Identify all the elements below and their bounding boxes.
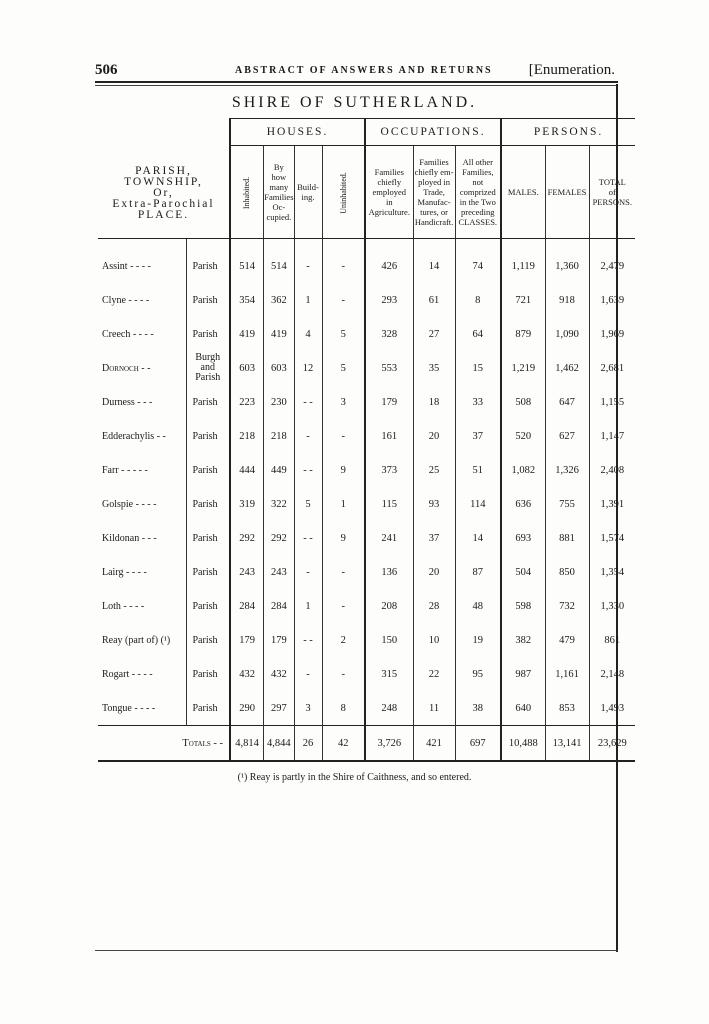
building-total: 26 xyxy=(294,726,322,762)
leader-dots: - - - - xyxy=(131,702,156,714)
uninhabited-cell: - xyxy=(322,555,365,589)
males-total: 10,488 xyxy=(501,726,545,762)
agriculture-cell: 241 xyxy=(365,521,413,555)
agriculture-cell: 115 xyxy=(365,487,413,521)
females-header: FEMALES xyxy=(545,146,589,239)
place-type: Parish xyxy=(186,249,230,283)
place-name-text: Durness xyxy=(102,396,135,408)
agriculture-cell: 150 xyxy=(365,623,413,657)
header-line: Extra-Parochial xyxy=(112,197,215,210)
total-cell: 1,391 xyxy=(589,487,635,521)
agriculture-cell: 426 xyxy=(365,249,413,283)
place-name-text: Rogart xyxy=(102,668,130,680)
inhabited-cell: 284 xyxy=(230,589,264,623)
trade-cell: 35 xyxy=(413,351,455,385)
males-cell: 1,219 xyxy=(501,351,545,385)
uninhabited-header: Uninhabited. xyxy=(322,146,365,239)
place-name xyxy=(98,521,186,555)
total-cell: 2,479 xyxy=(589,249,635,283)
agriculture-total: 3,726 xyxy=(365,726,413,762)
uninhabited-cell: 5 xyxy=(322,351,365,385)
leader-dots: - - - - xyxy=(129,668,153,680)
uninhabited-cell: - xyxy=(322,589,365,623)
agriculture-cell: 136 xyxy=(365,555,413,589)
table-row xyxy=(98,351,635,385)
header-line: Manufac- xyxy=(417,197,451,207)
agriculture-cell: 208 xyxy=(365,589,413,623)
females-cell: 1,462 xyxy=(545,351,589,385)
families-cell: 218 xyxy=(264,419,294,453)
table-row xyxy=(98,691,635,726)
header-line: how xyxy=(271,172,287,182)
females-cell: 479 xyxy=(545,623,589,657)
agriculture-cell: 315 xyxy=(365,657,413,691)
males-cell: 520 xyxy=(501,419,545,453)
place-name-text: Loth xyxy=(102,600,121,612)
header-line: ployed in xyxy=(418,177,450,187)
families-cell: 419 xyxy=(264,317,294,351)
agriculture-cell: 179 xyxy=(365,385,413,419)
place-type: Parish xyxy=(186,283,230,317)
inhabited-cell: 603 xyxy=(230,351,264,385)
totals-label: Totals - - xyxy=(98,726,230,762)
header-line: in xyxy=(385,197,393,207)
trade-cell: 61 xyxy=(413,283,455,317)
uninhabited-cell: 5 xyxy=(322,317,365,351)
header-line: in the Two xyxy=(459,197,496,207)
table-row xyxy=(98,623,635,657)
uninhabited-cell: 9 xyxy=(322,453,365,487)
table-row xyxy=(98,317,635,351)
place-name xyxy=(98,623,186,657)
place-name-text: Lairg xyxy=(102,566,124,578)
families-cell: 292 xyxy=(264,521,294,555)
families-header xyxy=(264,146,294,239)
trade-header xyxy=(413,146,455,239)
table-row xyxy=(98,419,635,453)
total-cell: 1,147 xyxy=(589,419,635,453)
header-line: many xyxy=(269,182,289,192)
agriculture-header xyxy=(365,146,413,239)
total-persons-header xyxy=(589,146,635,239)
leader-dots: - - - - xyxy=(133,498,157,510)
building-cell: 4 xyxy=(294,317,322,351)
building-cell: 1 xyxy=(294,589,322,623)
header-line: Families xyxy=(374,167,404,177)
total-cell: 1,330 xyxy=(589,589,635,623)
place-name xyxy=(98,317,186,351)
place-header xyxy=(98,119,230,239)
place-name-text: Edderachylis xyxy=(102,430,155,442)
table-row xyxy=(98,555,635,589)
families-total: 4,844 xyxy=(264,726,294,762)
place-name-text: Creech xyxy=(102,328,131,340)
running-title: ABSTRACT OF ANSWERS AND RETURNS xyxy=(235,65,493,76)
header-line: TOTAL xyxy=(598,177,626,187)
header-line: of xyxy=(608,187,616,197)
uninhabited-cell: 3 xyxy=(322,385,365,419)
uninhabited-cell: - xyxy=(322,657,365,691)
building-cell: - xyxy=(294,555,322,589)
trade-cell: 25 xyxy=(413,453,455,487)
building-cell: - - xyxy=(294,521,322,555)
place-name-text: Dornoch xyxy=(102,362,139,374)
males-cell: 598 xyxy=(501,589,545,623)
place-name-text: Clyne xyxy=(102,294,126,306)
trade-cell: 14 xyxy=(413,249,455,283)
total-cell: 2,148 xyxy=(589,657,635,691)
trade-cell: 20 xyxy=(413,419,455,453)
total-cell: 861 xyxy=(589,623,635,657)
building-cell: 3 xyxy=(294,691,322,726)
header-line: comprized xyxy=(459,187,496,197)
header-line: employed xyxy=(372,187,407,197)
total-cell: 1,354 xyxy=(589,555,635,589)
place-name-text: Farr xyxy=(102,464,119,476)
families-cell: 243 xyxy=(264,555,294,589)
females-total: 13,141 xyxy=(545,726,589,762)
header-rule-thin xyxy=(95,85,618,86)
leader-dots: - - - - xyxy=(127,260,151,272)
agriculture-cell: 161 xyxy=(365,419,413,453)
females-cell: 918 xyxy=(545,283,589,317)
inhabited-cell: 223 xyxy=(230,385,264,419)
males-cell: 640 xyxy=(501,691,545,726)
females-cell: 627 xyxy=(545,419,589,453)
place-name xyxy=(98,351,186,385)
header-line: Families xyxy=(419,157,449,167)
leader-dots: - - - - xyxy=(123,566,147,578)
inhabited-cell: 514 xyxy=(230,249,264,283)
other-cell: 51 xyxy=(455,453,501,487)
header-line: Trade, xyxy=(423,187,445,197)
place-type: Parish xyxy=(186,589,230,623)
total-cell: 1,969 xyxy=(589,317,635,351)
header-line: TOWNSHIP, xyxy=(124,175,203,188)
leader-dots: - - - - xyxy=(120,600,145,612)
totals-row xyxy=(98,726,635,762)
place-type: Parish xyxy=(186,521,230,555)
females-cell: 853 xyxy=(545,691,589,726)
building-cell: 1 xyxy=(294,283,322,317)
total-total: 23,629 xyxy=(589,726,635,762)
other-total: 697 xyxy=(455,726,501,762)
uninhabited-cell: - xyxy=(322,283,365,317)
table-row xyxy=(98,385,635,419)
total-cell: 2,681 xyxy=(589,351,635,385)
other-cell: 87 xyxy=(455,555,501,589)
persons-group-header: PERSONS. xyxy=(501,119,635,146)
other-cell: 19 xyxy=(455,623,501,657)
place-name-text: Kildonan xyxy=(102,532,140,544)
trade-cell: 22 xyxy=(413,657,455,691)
place-name xyxy=(98,283,186,317)
leader-dots: - - xyxy=(138,362,151,374)
place-type: Parish xyxy=(186,657,230,691)
building-cell: - - xyxy=(294,623,322,657)
building-header xyxy=(294,146,322,239)
females-cell: 1,360 xyxy=(545,249,589,283)
other-cell: 14 xyxy=(455,521,501,555)
footnote: (¹) Reay is partly in the Shire of Caithness, and so entered. xyxy=(237,772,472,783)
inhabited-cell: 290 xyxy=(230,691,264,726)
uninhabited-cell: 8 xyxy=(322,691,365,726)
other-cell: 74 xyxy=(455,249,501,283)
building-cell: - xyxy=(294,657,322,691)
agriculture-cell: 553 xyxy=(365,351,413,385)
males-cell: 508 xyxy=(501,385,545,419)
place-name-text: Golspie xyxy=(102,498,134,510)
females-cell: 647 xyxy=(545,385,589,419)
trade-cell: 27 xyxy=(413,317,455,351)
families-cell: 603 xyxy=(264,351,294,385)
header-line: preceding xyxy=(461,207,495,217)
header-line: PLACE. xyxy=(137,208,190,221)
other-cell: 15 xyxy=(455,351,501,385)
table-row xyxy=(98,521,635,555)
place-type: Parish xyxy=(186,385,230,419)
header-line: PERSONS. xyxy=(592,197,633,207)
trade-cell: 10 xyxy=(413,623,455,657)
families-cell: 322 xyxy=(264,487,294,521)
inhabited-cell: 319 xyxy=(230,487,264,521)
building-cell: 12 xyxy=(294,351,322,385)
trade-cell: 11 xyxy=(413,691,455,726)
building-cell: 5 xyxy=(294,487,322,521)
inhabited-cell: 444 xyxy=(230,453,264,487)
place-type: Parish xyxy=(186,487,230,521)
place-type-line: and xyxy=(200,362,215,373)
agriculture-cell: 293 xyxy=(365,283,413,317)
building-cell: - xyxy=(294,249,322,283)
trade-cell: 18 xyxy=(413,385,455,419)
uninhabited-cell: - xyxy=(322,419,365,453)
males-cell: 1,082 xyxy=(501,453,545,487)
leader-dots: - - xyxy=(154,430,166,442)
families-cell: 297 xyxy=(264,691,294,726)
place-name-text: Tongue xyxy=(102,702,132,714)
page-number: 506 xyxy=(95,62,118,78)
leader-dots: - - - - - xyxy=(118,464,148,476)
place-type: Parish xyxy=(186,623,230,657)
leader-dots: - - - - xyxy=(130,328,154,340)
trade-cell: 28 xyxy=(413,589,455,623)
header-rule xyxy=(95,81,618,83)
place-name xyxy=(98,691,186,726)
page-title: SHIRE OF SUTHERLAND. xyxy=(231,94,478,111)
leader-dots: - - - - xyxy=(125,294,150,306)
place-type-line: Burgh xyxy=(195,352,221,363)
uninhabited-total: 42 xyxy=(322,726,365,762)
place-name xyxy=(98,487,186,521)
families-cell: 449 xyxy=(264,453,294,487)
header-line: CLASSES. xyxy=(458,217,498,227)
header-line: chiefly em- xyxy=(414,167,454,177)
place-type xyxy=(186,351,230,385)
houses-group-header: HOUSES. xyxy=(230,119,365,146)
place-name xyxy=(98,657,186,691)
females-cell: 1,090 xyxy=(545,317,589,351)
place-type: Parish xyxy=(186,555,230,589)
header-line: cupied. xyxy=(266,212,292,222)
other-cell: 64 xyxy=(455,317,501,351)
males-cell: 879 xyxy=(501,317,545,351)
page-header xyxy=(95,62,615,82)
families-cell: 362 xyxy=(264,283,294,317)
males-cell: 721 xyxy=(501,283,545,317)
place-name-text: Reay (part of) (¹) xyxy=(102,634,171,646)
families-cell: 230 xyxy=(264,385,294,419)
trade-cell: 93 xyxy=(413,487,455,521)
trade-cell: 37 xyxy=(413,521,455,555)
total-cell: 2,408 xyxy=(589,453,635,487)
header-line: Or, xyxy=(153,186,174,199)
header-line: Oc- xyxy=(272,202,286,212)
table-row xyxy=(98,249,635,283)
place-name xyxy=(98,249,186,283)
building-cell: - xyxy=(294,419,322,453)
agriculture-cell: 328 xyxy=(365,317,413,351)
inhabited-cell: 218 xyxy=(230,419,264,453)
other-cell: 38 xyxy=(455,691,501,726)
header-line: By xyxy=(273,162,284,172)
place-name xyxy=(98,453,186,487)
header-line: tures, or xyxy=(420,207,448,217)
total-cell: 1,155 xyxy=(589,385,635,419)
males-cell: 382 xyxy=(501,623,545,657)
other-families-header xyxy=(455,146,501,239)
table-row xyxy=(98,589,635,623)
leader-dots: - - - xyxy=(139,532,157,544)
females-cell: 1,326 xyxy=(545,453,589,487)
bottom-rule xyxy=(95,950,618,951)
other-cell: 48 xyxy=(455,589,501,623)
inhabited-cell: 419 xyxy=(230,317,264,351)
header-line: Agriculture. xyxy=(368,207,410,217)
place-name xyxy=(98,385,186,419)
header-line: All other xyxy=(462,157,494,167)
uninhabited-cell: 9 xyxy=(322,521,365,555)
females-cell: 850 xyxy=(545,555,589,589)
agriculture-cell: 373 xyxy=(365,453,413,487)
inhabited-cell: 292 xyxy=(230,521,264,555)
females-cell: 732 xyxy=(545,589,589,623)
place-name xyxy=(98,419,186,453)
males-header: MALES. xyxy=(501,146,545,239)
other-cell: 114 xyxy=(455,487,501,521)
place-type: Parish xyxy=(186,419,230,453)
header-line: chiefly xyxy=(377,177,402,187)
uninhabited-cell: - xyxy=(322,249,365,283)
place-type: Parish xyxy=(186,453,230,487)
males-cell: 636 xyxy=(501,487,545,521)
families-cell: 514 xyxy=(264,249,294,283)
place-type: Parish xyxy=(186,691,230,726)
other-cell: 33 xyxy=(455,385,501,419)
table-row xyxy=(98,487,635,521)
inhabited-header: Inhabited. xyxy=(230,146,264,239)
leader-dots: - - - xyxy=(134,396,153,408)
families-cell: 432 xyxy=(264,657,294,691)
inhabited-cell: 243 xyxy=(230,555,264,589)
trade-cell: 20 xyxy=(413,555,455,589)
inhabited-total: 4,814 xyxy=(230,726,264,762)
building-cell: - - xyxy=(294,385,322,419)
females-cell: 755 xyxy=(545,487,589,521)
occupations-group-header: OCCUPATIONS. xyxy=(365,119,501,146)
other-cell: 37 xyxy=(455,419,501,453)
trade-total: 421 xyxy=(413,726,455,762)
families-cell: 179 xyxy=(264,623,294,657)
total-cell: 1,574 xyxy=(589,521,635,555)
males-cell: 693 xyxy=(501,521,545,555)
section-label: [Enumeration. xyxy=(528,62,615,78)
total-cell: 1,493 xyxy=(589,691,635,726)
males-cell: 504 xyxy=(501,555,545,589)
place-name xyxy=(98,589,186,623)
table-row xyxy=(98,453,635,487)
females-cell: 1,161 xyxy=(545,657,589,691)
families-cell: 284 xyxy=(264,589,294,623)
agriculture-cell: 248 xyxy=(365,691,413,726)
uninhabited-cell: 1 xyxy=(322,487,365,521)
inhabited-cell: 354 xyxy=(230,283,264,317)
males-cell: 1,119 xyxy=(501,249,545,283)
header-line: PARISH, xyxy=(135,164,192,177)
other-cell: 8 xyxy=(455,283,501,317)
building-cell: - - xyxy=(294,453,322,487)
other-cell: 95 xyxy=(455,657,501,691)
place-name-text: Assint xyxy=(102,260,128,272)
header-line: Build- xyxy=(297,182,319,192)
header-line: Families xyxy=(264,192,294,202)
header-line: Families, xyxy=(462,167,494,177)
place-type-line: Parish xyxy=(195,372,221,383)
header-line: ing. xyxy=(301,192,315,202)
table-row xyxy=(98,657,635,691)
uninhabited-cell: 2 xyxy=(322,623,365,657)
header-line: not xyxy=(472,177,484,187)
inhabited-cell: 179 xyxy=(230,623,264,657)
inhabited-cell: 432 xyxy=(230,657,264,691)
males-cell: 987 xyxy=(501,657,545,691)
census-table xyxy=(98,118,635,762)
table-row xyxy=(98,283,635,317)
place-name xyxy=(98,555,186,589)
females-cell: 881 xyxy=(545,521,589,555)
total-cell: 1,639 xyxy=(589,283,635,317)
header-line: Handicraft. xyxy=(414,217,454,227)
place-type: Parish xyxy=(186,317,230,351)
